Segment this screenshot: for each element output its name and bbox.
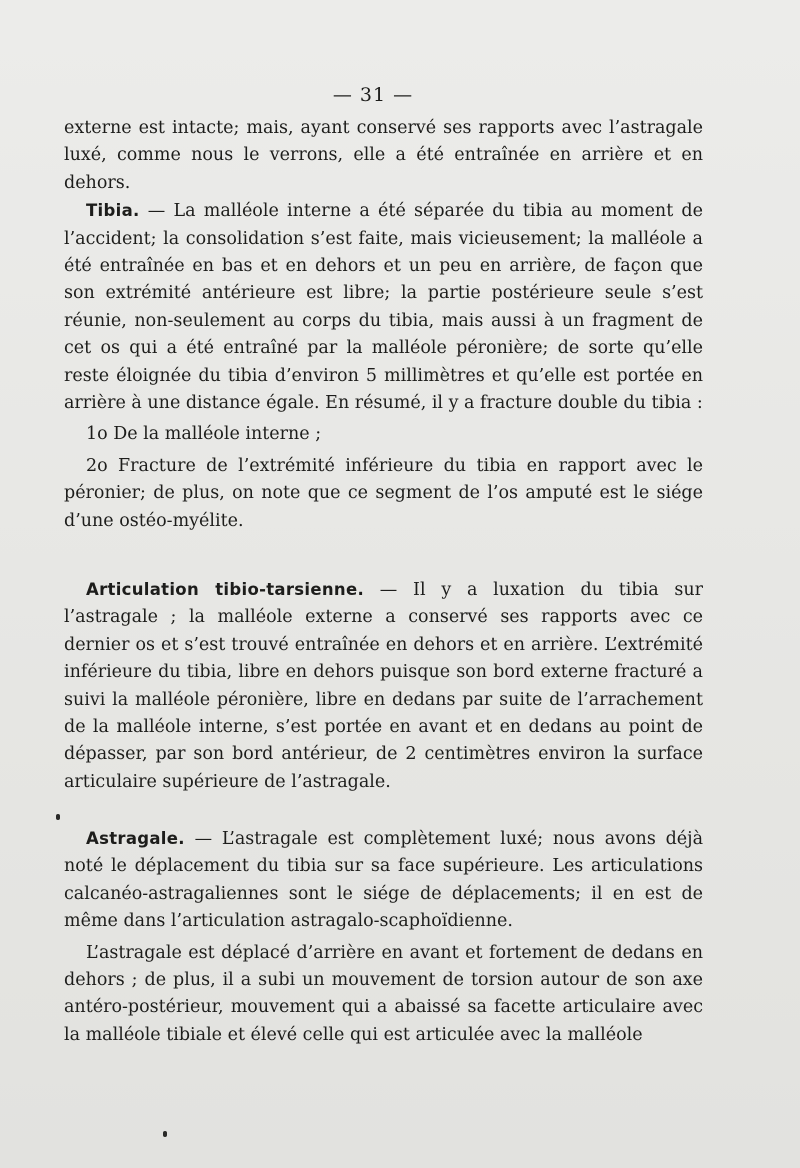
ink-speck — [163, 1131, 167, 1137]
text-section-tibia — [64, 115, 703, 535]
paragraph-astragale-text: — L’astragale est complètement luxé; nous avons déjà noté le déplacement du tibia sur sa face supérieure. Les articulations calcanéo-astragaliennes sont le siége de déplacements; il en est de même dans l’articulation astragalo-scaphoïdienne. — [64, 829, 703, 932]
paragraph-tibia-text: — La malléole interne a été séparée du tibia au moment de l’accident; la consolidation s’est faite, mais vicieusement; la malléole a été entraînée en bas et en dehors et un peu en arrière, de façon que son extrémité antérieure est libre; la partie postérieure seule s’est réunie, non-seulement au corps du tibia, mais aussi à un fragment de cet os qui a été entraîné par la malléole péronière; de sorte qu’elle reste éloignée du tibia d’environ 5 millimètres et qu’elle est portée en arrière à une distance égale. En résumé, il y a fracture double du tibia : — [64, 201, 703, 414]
page-number: — 31 — — [332, 84, 414, 106]
paragraph-articulation-text: — Il y a luxation du tibia sur l’astragale ; la malléole externe a conservé ses rapports avec ce dernier os et s’est trouvé entraînée en dehors et en arrière. L’extrémité inférieure du tibia, libre en dehors puisque son bord externe fracturé a suivi la malléole péronière, libre en dedans par suite de l’arrachement de la malléole interne, s’est portée en avant et en dedans au point de dépasser, par son bord antérieur, de 2 centimètres environ la surface articulaire supérieure de l’astragale. — [64, 580, 704, 792]
text-section-articulation — [64, 576, 703, 796]
list-item-fracture: 2o Fracture de l’extrémité inférieure du tibia en rapport avec le péronier; de plus, on note que ce segment de l’os amputé est le siége d’une ostéo-myélite. — [64, 455, 703, 531]
paragraph-astragale-deplacement: L’astragale est déplacé d’arrière en avant et fortement de dedans en dehors ; de plus, il a subi un mouvement de torsion autour de son axe antéro-postérieur, mouvement qui a abaissé sa facette articulaire avec la malléole tibiale et élevé celle qui est articulée avec la malléole — [64, 942, 703, 1045]
text-section-astragale — [64, 825, 703, 1049]
section-heading-articulation: Articulation tibio-tarsienne. — [86, 580, 365, 599]
paragraph-articulation — [64, 576, 703, 796]
section-heading-tibia: Tibia. — [86, 201, 140, 221]
section-heading-astragale: Astragale. — [86, 829, 185, 848]
ink-speck — [56, 814, 60, 820]
paragraph-astragale — [64, 825, 703, 936]
list-item-malleole-interne: 1o De la malléole interne ; — [86, 424, 322, 445]
paragraph-tibia — [64, 197, 703, 417]
paragraph-continuation: externe est intacte; mais, ayant conservé ses rapports avec l’astragale luxé, comme nous le verrons, elle a été entraînée en arrière et en dehors. — [64, 118, 703, 193]
